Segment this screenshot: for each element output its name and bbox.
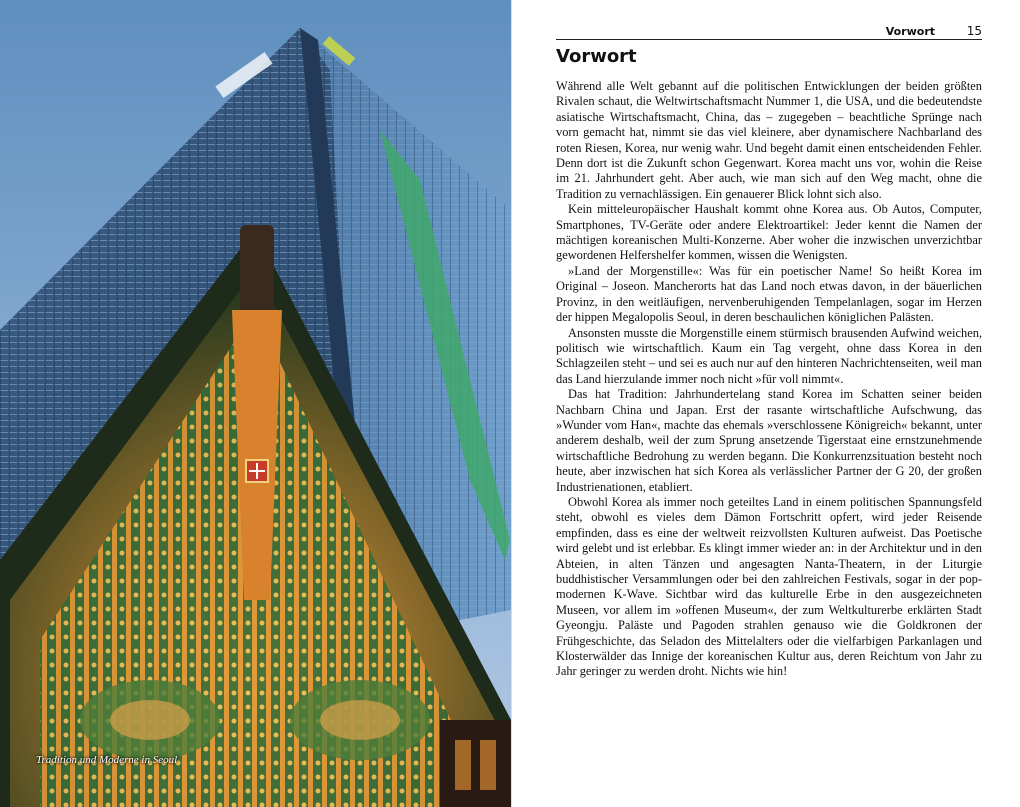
paragraph: Während alle Welt gebannt auf die politischen Entwicklungen der beiden größten Rivalen schaut, die Weltwirtschaftsmacht Nummer 1, die USA, und die bedeutendste asiatische Wirtschaftsmacht, China, das – zugegeben – beachtliche Sprünge nach vorn gemacht hat, nimmt sie das viel kleinere, aber dynamischere Nachbarland des roten Riesen, Korea, nur wenig wahr. Und begeht damit einen entscheidenden Fehler. Denn dort ist die Zukunft schon Gegenwart. Korea macht uns vor, wohin die Reise im 21. Jahrhundert geht. Aber auch, wie man sich auf den Weg macht, ohne die Tradition zu vernachlässigen. Ein genauerer Blick lohnt sich also. <box>556 79 982 201</box>
running-header <box>556 22 982 40</box>
paragraph: »Land der Morgenstille«: Was für ein poetischer Name! So heißt Korea im Original – Joseon. Mancherorts hat das Land noch etwas davon, in der bäuerlichen Provinz, in den weitläufigen, nervenberuhigenden Tempelanlagen, sogar im Herzen der hippen Megalopolis Seoul, in deren beschaulichen königlichen Palästen. <box>556 263 982 325</box>
running-header-title: Vorwort <box>885 25 935 38</box>
paragraph: Obwohl Korea als immer noch geteiltes Land in einem politischen Spannungsfeld steht, obwohl es vieles dem Dämon Fortschritt opfert, wird jeder Reisende empfinden, dass es eine der weltweit reizvollsten Kulturen aufweist. Das Poetische wird gelebt und ist erlebbar. Es klingt immer wieder an: in der Architektur und in den Abteien, in alten Tänzen und angesagten Nanta-Theatern, in der Liturgie buddhistischer Versammlungen oder bei den zahlreichen Festivals, sogar in der pop-modernen K-Wave. Sichtbar wird das kulturelle Erbe in den ausgezeichneten Museen, vor allem im »offenen Museum«, der zum Weltkulturerbe erklärten Stadt Gyeongju. Paläste und Pagoden strahlen genauso wie die Goldkronen der Frühgeschichte, das Seladon des Mittelalters oder die vielfarbigen Parkanlagen und Klosterwälder das Innige der koreanischen Kultur aus, deren Reichtum von Jahr zu Jahr geringer zu werden droht. Nichts wie hin! <box>556 494 982 679</box>
paragraph: Das hat Tradition: Jahrhundertelang stand Korea im Schatten seiner beiden Nachbarn China und Japan. Erst der rasante wirtschaftliche Aufschwung, das »Wunder vom Han«, machte das ehemals »verschlossene Königreich« bekannt, unter anderem deshalb, weil der zum Sprung ansetzende Tigerstaat eine ernstzunehmende wirtschaftliche Bedrohung zu werden begann. Die Konkurrenzsituation besteht noch heute, aber inzwischen hat sich Korea als verlässlicher Partner der G 20, der großen Industrienationen, etabliert. <box>556 387 982 494</box>
paragraph: Kein mitteleuropäischer Haushalt kommt ohne Korea aus. Ob Autos, Computer, Smartphones, TV-Geräte oder andere Elektroartikel: Jeder kennt die Namen der mächtigen koreanischen Multi-Konzerne. Aber woher die inzwischen unverzichtbar gewordenen Helfershelfer kommen, wissen die Wenigsten. <box>556 202 982 263</box>
text-page <box>512 0 1020 807</box>
chapter-title: Vorwort <box>556 46 637 67</box>
page-number: 15 <box>966 24 982 38</box>
photo-caption: Tradition und Moderne in Seoul <box>36 754 178 766</box>
body-text <box>556 79 982 680</box>
paragraph: Ansonsten musste die Morgenstille einem stürmisch brausenden Aufwind weichen, politisch wie wirtschaftlich. Kaum ein Tag vergeht, ohne dass Korea in den Schlagzeilen steht – und sei es auch nur auf den hinteren Nachrichtenseiten, weil man das Land hierzulande immer noch nicht »für voll nimmt«. <box>556 325 982 386</box>
